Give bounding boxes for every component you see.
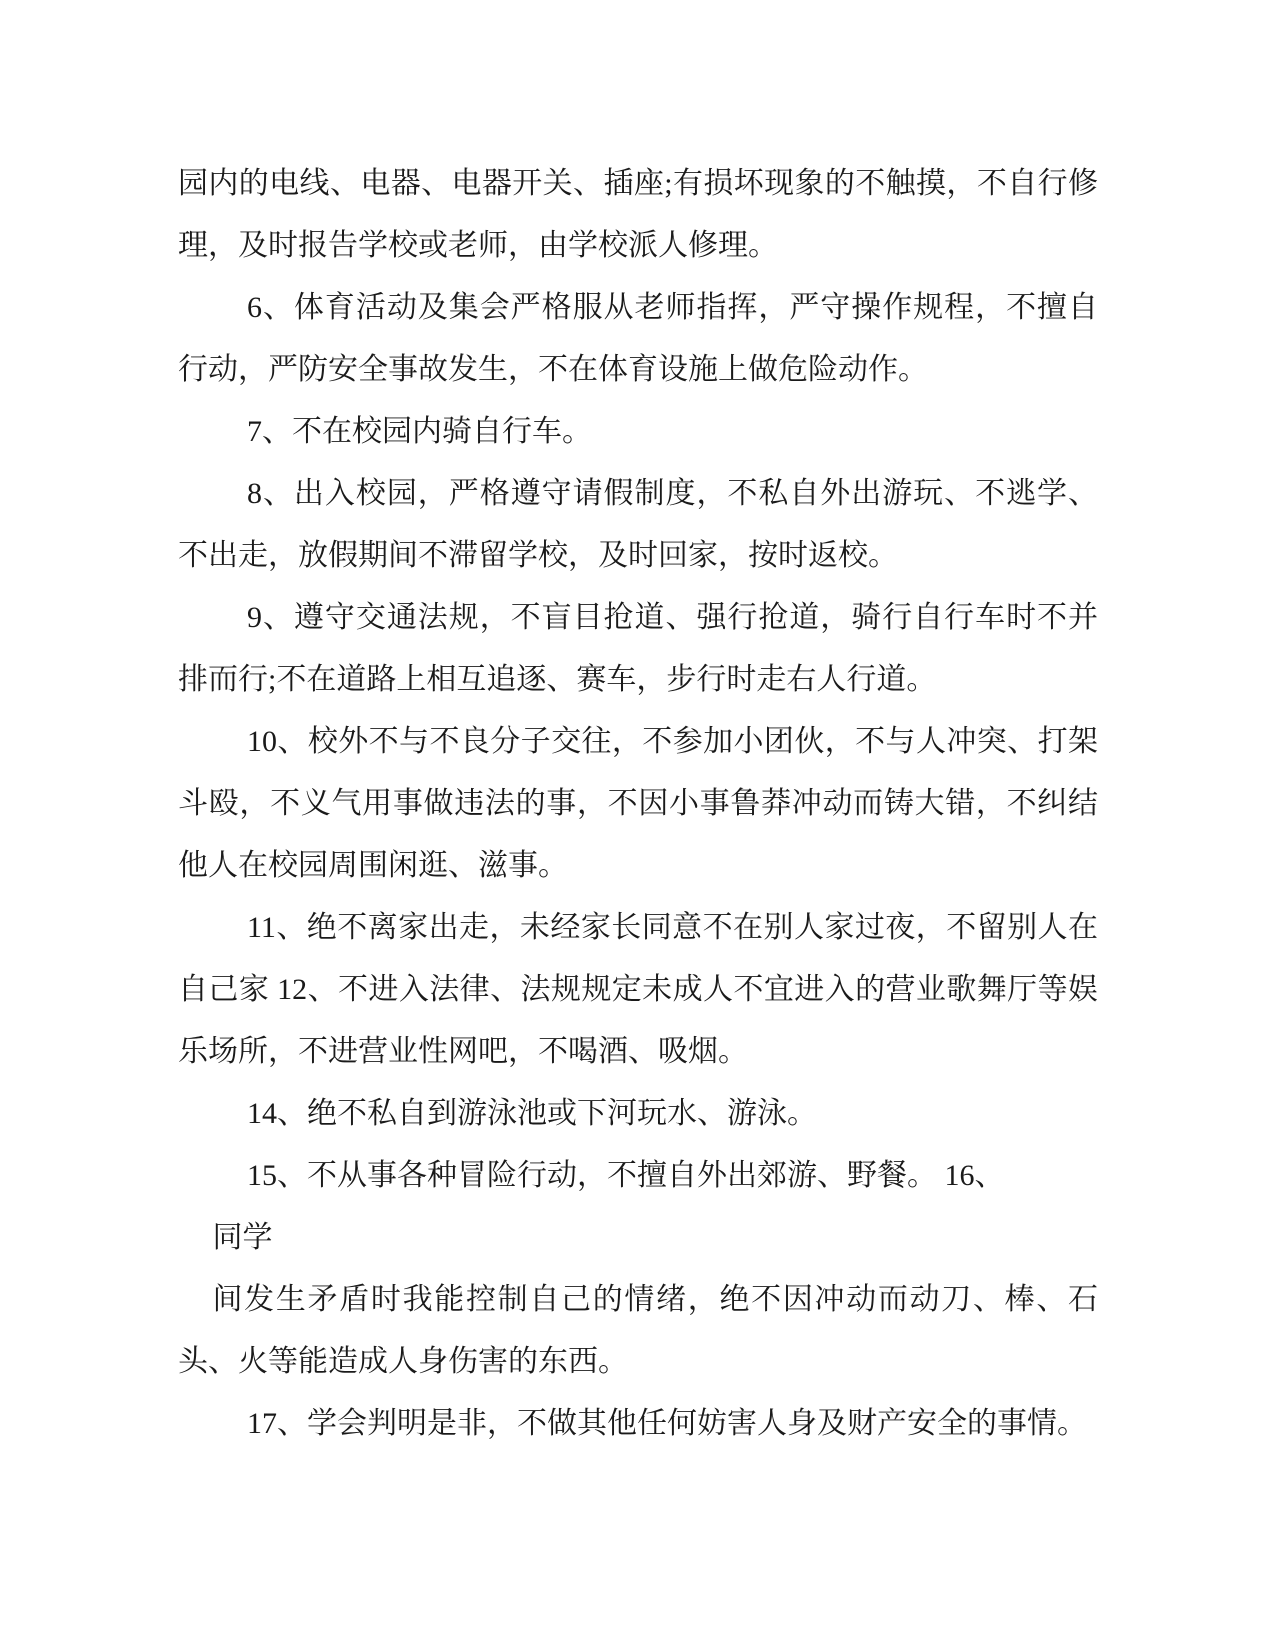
paragraph-rule-16-fragment: 同学 — [212, 1221, 273, 1254]
paragraph-rule-15-16: 15、不从事各种冒险行动，不擅自外出郊游、野餐。 16、 — [247, 1159, 1005, 1192]
paragraph-rule-6: 6、体育活动及集会严格服从老师指挥，严守操作规程，不擅自行动，严防安全事故发生，不在体育设施上做危险动作。 — [178, 291, 1098, 386]
paragraph-rule-14: 14、绝不私自到游泳池或下河玩水、游泳。 — [247, 1097, 817, 1130]
document-body — [178, 153, 1098, 1455]
paragraph-rule-7: 7、不在校园内骑自行车。 — [247, 415, 592, 448]
paragraph-rule-9: 9、遵守交通法规，不盲目抢道、强行抢道，骑行自行车时不并排而行;不在道路上相互追逐、赛车，步行时走右人行道。 — [178, 601, 1098, 696]
paragraph-rule-5-continuation: 园内的电线、电器、电器开关、插座;有损坏现象的不触摸，不自行修理，及时报告学校或老师，由学校派人修理。 — [178, 167, 1098, 262]
paragraph-rule-10: 10、校外不与不良分子交往，不参加小团伙，不与人冲突、打架斗殴，不义气用事做违法的事，不因小事鲁莽冲动而铸大错，不纠结他人在校园周围闲逛、滋事。 — [178, 725, 1098, 882]
paragraph-rule-17: 17、学会判明是非，不做其他任何妨害人身及财产安全的事情。 — [247, 1407, 1087, 1440]
paragraph-rule-11-12: 11、绝不离家出走，未经家长同意不在别人家过夜，不留别人在自己家 12、不进入法律、法规规定未成人不宜进入的营业歌舞厅等娱乐场所，不进营业性网吧，不喝酒、吸烟。 — [178, 911, 1098, 1068]
paragraph-rule-16-body: 间发生矛盾时我能控制自己的情绪，绝不因冲动而动刀、棒、石头、火等能造成人身伤害的东西。 — [178, 1283, 1098, 1378]
paragraph-rule-8: 8、出入校园，严格遵守请假制度，不私自外出游玩、不逃学、不出走，放假期间不滞留学校，及时回家，按时返校。 — [178, 477, 1098, 572]
